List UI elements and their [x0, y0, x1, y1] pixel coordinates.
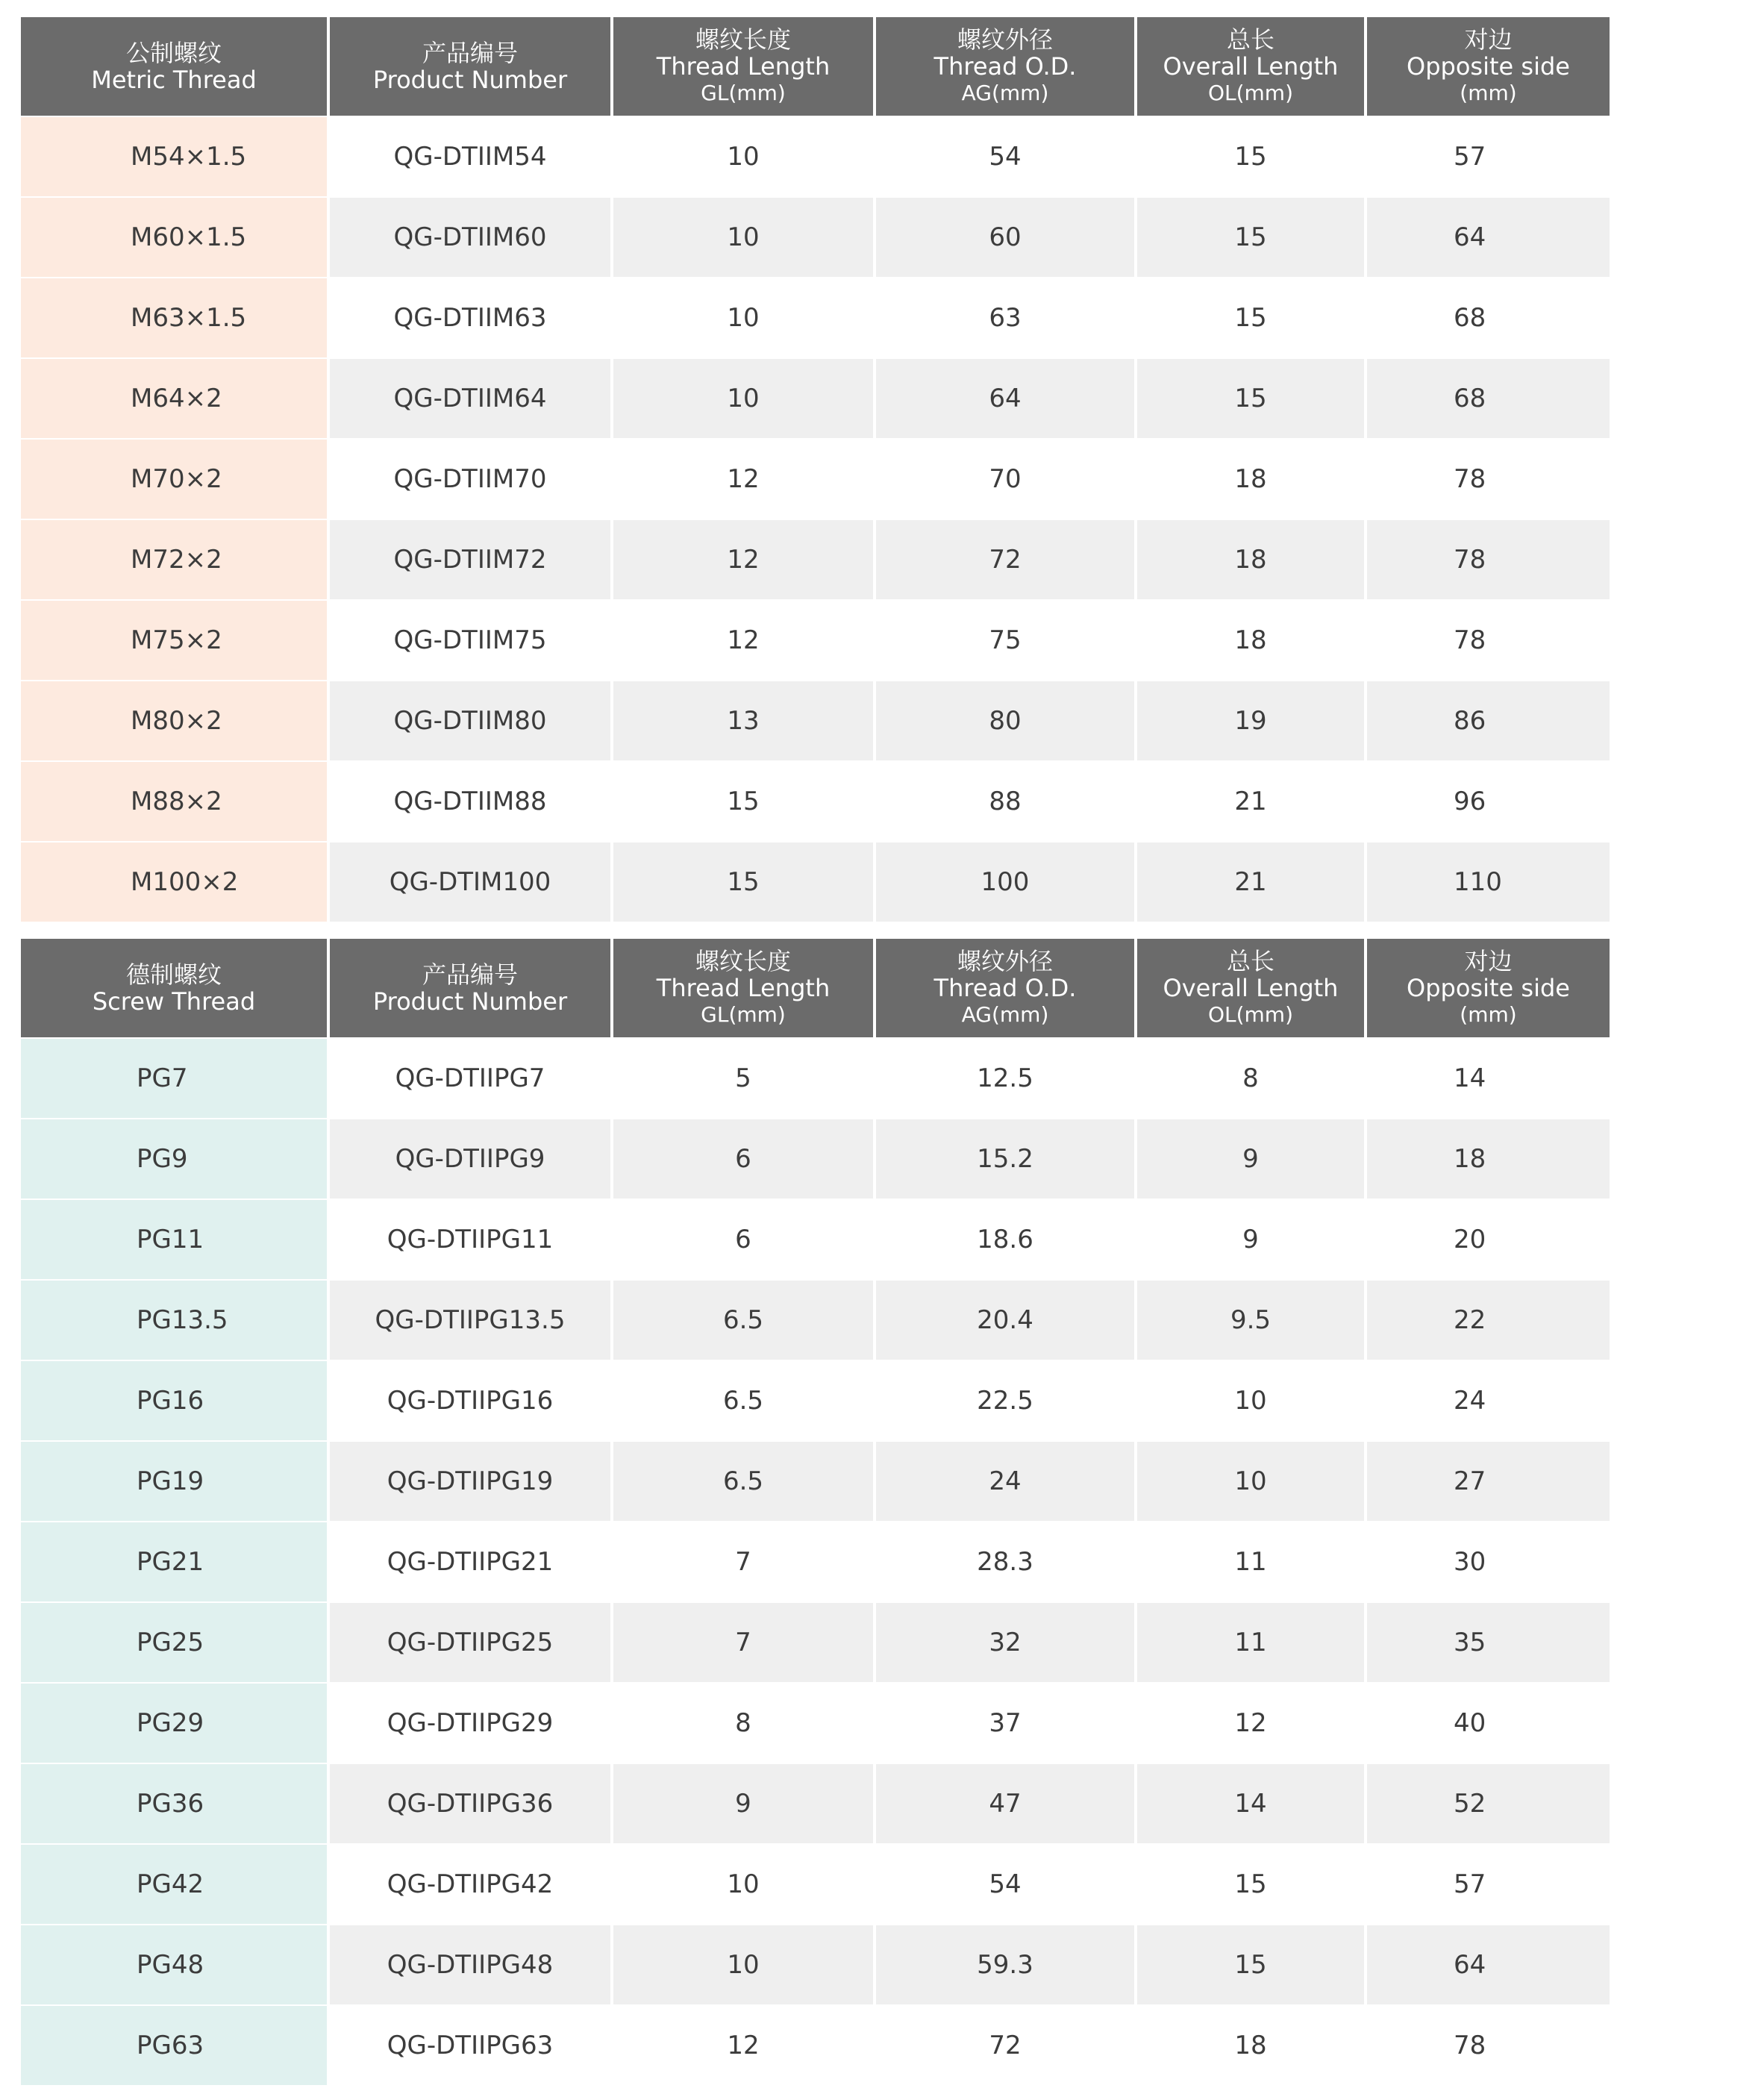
table-cell: PG9: [21, 1118, 330, 1198]
table-row: [21, 519, 1610, 599]
table-row: [21, 277, 1610, 357]
table-cell: 35: [1367, 1601, 1610, 1682]
table-cell: M100×2: [21, 841, 330, 922]
table-cell: QG-DTIIM80: [330, 680, 613, 760]
header-line: GL(mm): [701, 1002, 786, 1027]
header-line: 总长: [1226, 25, 1274, 54]
table-cell: 24: [876, 1440, 1137, 1521]
table-cell: 10: [1137, 1360, 1367, 1440]
table-cell: 10: [613, 277, 876, 357]
header-line: Thread O.D.: [933, 974, 1077, 1002]
table-cell: 15: [1137, 116, 1367, 196]
table-cell: 8: [613, 1682, 876, 1763]
screw-header-cell: [613, 939, 876, 1037]
header-line: 对边: [1464, 947, 1513, 975]
table-cell: QG-DTIIPG11: [330, 1198, 613, 1279]
table-cell: 18: [1367, 1118, 1610, 1198]
table-cell: 110: [1367, 841, 1610, 922]
table-cell: QG-DTIIPG48: [330, 1924, 613, 2004]
table-cell: 60: [876, 196, 1137, 277]
table-cell: 15.2: [876, 1118, 1137, 1198]
table-cell: QG-DTIIPG19: [330, 1440, 613, 1521]
screw-header-cell: [1367, 939, 1610, 1037]
table-cell: 80: [876, 680, 1137, 760]
table-cell: 18: [1137, 599, 1367, 680]
table-cell: 10: [613, 196, 876, 277]
table-cell: 6: [613, 1118, 876, 1198]
table-cell: 32: [876, 1601, 1137, 1682]
table-cell: QG-DTIIPG7: [330, 1037, 613, 1118]
table-cell: 72: [876, 519, 1137, 599]
table-cell: 37: [876, 1682, 1137, 1763]
table-cell: 5: [613, 1037, 876, 1118]
table-cell: 57: [1367, 1843, 1610, 1924]
table-cell: M63×1.5: [21, 277, 330, 357]
table-cell: M70×2: [21, 438, 330, 519]
screw-header-cell: [1137, 939, 1367, 1037]
table-cell: 10: [613, 1843, 876, 1924]
table-cell: QG-DTIIM64: [330, 357, 613, 438]
table-cell: 12: [613, 599, 876, 680]
table-cell: 9: [1137, 1118, 1367, 1198]
screw-header-cell: [876, 939, 1137, 1037]
table-cell: 11: [1137, 1601, 1367, 1682]
table-cell: QG-DTIIPG9: [330, 1118, 613, 1198]
table-cell: PG29: [21, 1682, 330, 1763]
header-line: Screw Thread: [92, 987, 256, 1016]
table-cell: 24: [1367, 1360, 1610, 1440]
table-row: [21, 1360, 1610, 1440]
table-cell: 9: [1137, 1198, 1367, 1279]
table-cell: 18.6: [876, 1198, 1137, 1279]
table-cell: 6: [613, 1198, 876, 1279]
table-cell: 70: [876, 438, 1137, 519]
header-line: 总长: [1226, 947, 1274, 975]
table-cell: PG19: [21, 1440, 330, 1521]
table-cell: PG11: [21, 1198, 330, 1279]
metric-header-cell: [1137, 17, 1367, 116]
table-cell: QG-DTIIPG16: [330, 1360, 613, 1440]
table-cell: 75: [876, 599, 1137, 680]
table-cell: M64×2: [21, 357, 330, 438]
table-cell: 12: [613, 2004, 876, 2085]
table-row: [21, 1279, 1610, 1360]
table-cell: 18: [1137, 438, 1367, 519]
table-cell: 78: [1367, 519, 1610, 599]
table-cell: 64: [1367, 196, 1610, 277]
table-cell: M88×2: [21, 760, 330, 841]
header-line: 公制螺纹: [125, 39, 222, 67]
table-cell: M72×2: [21, 519, 330, 599]
table-cell: 68: [1367, 357, 1610, 438]
table-cell: 15: [1137, 357, 1367, 438]
table-cell: M80×2: [21, 680, 330, 760]
metric-header-row: [21, 17, 1610, 116]
table-cell: 64: [1367, 1924, 1610, 2004]
table-cell: QG-DTIIPG13.5: [330, 1279, 613, 1360]
table-cell: QG-DTIIM70: [330, 438, 613, 519]
table-cell: 20.4: [876, 1279, 1137, 1360]
header-line: 德制螺纹: [125, 960, 222, 989]
table-row: [21, 841, 1610, 922]
header-line: Thread Length: [656, 52, 831, 81]
table-cell: 63: [876, 277, 1137, 357]
header-line: 螺纹长度: [695, 25, 791, 54]
header-line: 螺纹外径: [957, 947, 1053, 975]
table-cell: QG-DTIIPG21: [330, 1521, 613, 1601]
table-row: [21, 1843, 1610, 1924]
table-cell: 78: [1367, 599, 1610, 680]
table-cell: QG-DTIIPG29: [330, 1682, 613, 1763]
table-cell: 19: [1137, 680, 1367, 760]
header-line: OL(mm): [1207, 1002, 1294, 1027]
table-row: [21, 116, 1610, 196]
table-cell: 14: [1137, 1763, 1367, 1843]
table-cell: 28.3: [876, 1521, 1137, 1601]
header-line: Thread Length: [656, 974, 831, 1002]
table-cell: PG13.5: [21, 1279, 330, 1360]
table-cell: 86: [1367, 680, 1610, 760]
table-cell: QG-DTIIPG25: [330, 1601, 613, 1682]
table-row: [21, 1763, 1610, 1843]
screw-thread-table: [21, 939, 1610, 2085]
metric-header-cell: [21, 17, 330, 116]
table-row: [21, 599, 1610, 680]
table-cell: QG-DTIIM72: [330, 519, 613, 599]
table-cell: 10: [613, 116, 876, 196]
header-line: 产品编号: [422, 39, 518, 67]
metric-header-cell: [876, 17, 1137, 116]
table-cell: 6.5: [613, 1440, 876, 1521]
table-cell: QG-DTIM100: [330, 841, 613, 922]
table-cell: M75×2: [21, 599, 330, 680]
table-row: [21, 1118, 1610, 1198]
table-cell: QG-DTIIM63: [330, 277, 613, 357]
table-cell: 68: [1367, 277, 1610, 357]
metric-body: [21, 116, 1610, 922]
table-cell: PG63: [21, 2004, 330, 2085]
table-cell: 9.5: [1137, 1279, 1367, 1360]
header-line: Overall Length: [1163, 974, 1339, 1002]
table-cell: 22: [1367, 1279, 1610, 1360]
table-row: [21, 1601, 1610, 1682]
table-cell: 15: [613, 760, 876, 841]
table-cell: 15: [1137, 1843, 1367, 1924]
screw-header-cell: [21, 939, 330, 1037]
table-row: [21, 1440, 1610, 1521]
table-cell: 88: [876, 760, 1137, 841]
header-line: Product Number: [372, 987, 568, 1016]
table-cell: 59.3: [876, 1924, 1137, 2004]
table-cell: 12: [613, 438, 876, 519]
table-cell: 11: [1137, 1521, 1367, 1601]
header-line: Opposite side: [1407, 974, 1570, 1002]
metric-header-cell: [1367, 17, 1610, 116]
table-cell: 10: [613, 357, 876, 438]
table-cell: 96: [1367, 760, 1610, 841]
table-cell: PG7: [21, 1037, 330, 1118]
header-line: 螺纹长度: [695, 947, 791, 975]
table-cell: 13: [613, 680, 876, 760]
header-line: OL(mm): [1207, 81, 1294, 105]
table-cell: 52: [1367, 1763, 1610, 1843]
table-cell: 20: [1367, 1198, 1610, 1279]
header-line: Thread O.D.: [933, 52, 1077, 81]
table-row: [21, 1682, 1610, 1763]
table-row: [21, 438, 1610, 519]
table-cell: 15: [1137, 196, 1367, 277]
table-cell: M60×1.5: [21, 196, 330, 277]
header-line: Opposite side: [1407, 52, 1570, 81]
table-cell: PG36: [21, 1763, 330, 1843]
table-cell: 72: [876, 2004, 1137, 2085]
screw-body: [21, 1037, 1610, 2085]
header-line: (mm): [1460, 81, 1517, 105]
table-row: [21, 1521, 1610, 1601]
table-cell: 30: [1367, 1521, 1610, 1601]
table-cell: 15: [613, 841, 876, 922]
table-cell: 18: [1137, 519, 1367, 599]
table-row: [21, 1037, 1610, 1118]
table-cell: 40: [1367, 1682, 1610, 1763]
header-line: 产品编号: [422, 960, 518, 989]
table-cell: 10: [1137, 1440, 1367, 1521]
table-cell: 78: [1367, 2004, 1610, 2085]
table-cell: 12.5: [876, 1037, 1137, 1118]
table-row: [21, 196, 1610, 277]
table-row: [21, 760, 1610, 841]
table-cell: 15: [1137, 1924, 1367, 2004]
table-cell: QG-DTIIM60: [330, 196, 613, 277]
table-row: [21, 2004, 1610, 2085]
table-row: [21, 357, 1610, 438]
table-cell: QG-DTIIM75: [330, 599, 613, 680]
table-cell: PG21: [21, 1521, 330, 1601]
table-cell: QG-DTIIPG63: [330, 2004, 613, 2085]
table-cell: QG-DTIIPG36: [330, 1763, 613, 1843]
table-cell: 7: [613, 1521, 876, 1601]
table-row: [21, 1198, 1610, 1279]
header-line: 对边: [1464, 25, 1513, 54]
table-cell: 22.5: [876, 1360, 1137, 1440]
table-cell: PG48: [21, 1924, 330, 2004]
header-line: 螺纹外径: [957, 25, 1053, 54]
table-cell: PG25: [21, 1601, 330, 1682]
table-cell: M54×1.5: [21, 116, 330, 196]
table-cell: 7: [613, 1601, 876, 1682]
table-cell: PG42: [21, 1843, 330, 1924]
table-cell: 21: [1137, 760, 1367, 841]
table-cell: 12: [613, 519, 876, 599]
table-cell: 78: [1367, 438, 1610, 519]
table-cell: 8: [1137, 1037, 1367, 1118]
table-cell: 15: [1137, 277, 1367, 357]
header-line: Metric Thread: [91, 66, 257, 94]
table-cell: 57: [1367, 116, 1610, 196]
header-line: (mm): [1460, 1002, 1517, 1027]
table-cell: QG-DTIIM54: [330, 116, 613, 196]
header-line: AG(mm): [961, 1002, 1049, 1027]
table-row: [21, 680, 1610, 760]
table-cell: 54: [876, 1843, 1137, 1924]
table-cell: 14: [1367, 1037, 1610, 1118]
header-line: Overall Length: [1163, 52, 1339, 81]
table-cell: 10: [613, 1924, 876, 2004]
table-cell: 54: [876, 116, 1137, 196]
table-cell: 9: [613, 1763, 876, 1843]
table-cell: 21: [1137, 841, 1367, 922]
table-cell: PG16: [21, 1360, 330, 1440]
screw-header-cell: [330, 939, 613, 1037]
table-cell: 64: [876, 357, 1137, 438]
table-cell: 47: [876, 1763, 1137, 1843]
table-cell: 18: [1137, 2004, 1367, 2085]
screw-header-row: [21, 939, 1610, 1037]
header-line: Product Number: [372, 66, 568, 94]
header-line: GL(mm): [701, 81, 786, 105]
table-cell: 100: [876, 841, 1137, 922]
header-line: AG(mm): [961, 81, 1049, 105]
table-cell: 27: [1367, 1440, 1610, 1521]
table-row: [21, 1924, 1610, 2004]
table-cell: QG-DTIIPG42: [330, 1843, 613, 1924]
metric-thread-table: [21, 17, 1610, 922]
table-cell: 6.5: [613, 1279, 876, 1360]
table-cell: 6.5: [613, 1360, 876, 1440]
table-cell: 12: [1137, 1682, 1367, 1763]
metric-header-cell: [613, 17, 876, 116]
table-cell: QG-DTIIM88: [330, 760, 613, 841]
metric-header-cell: [330, 17, 613, 116]
